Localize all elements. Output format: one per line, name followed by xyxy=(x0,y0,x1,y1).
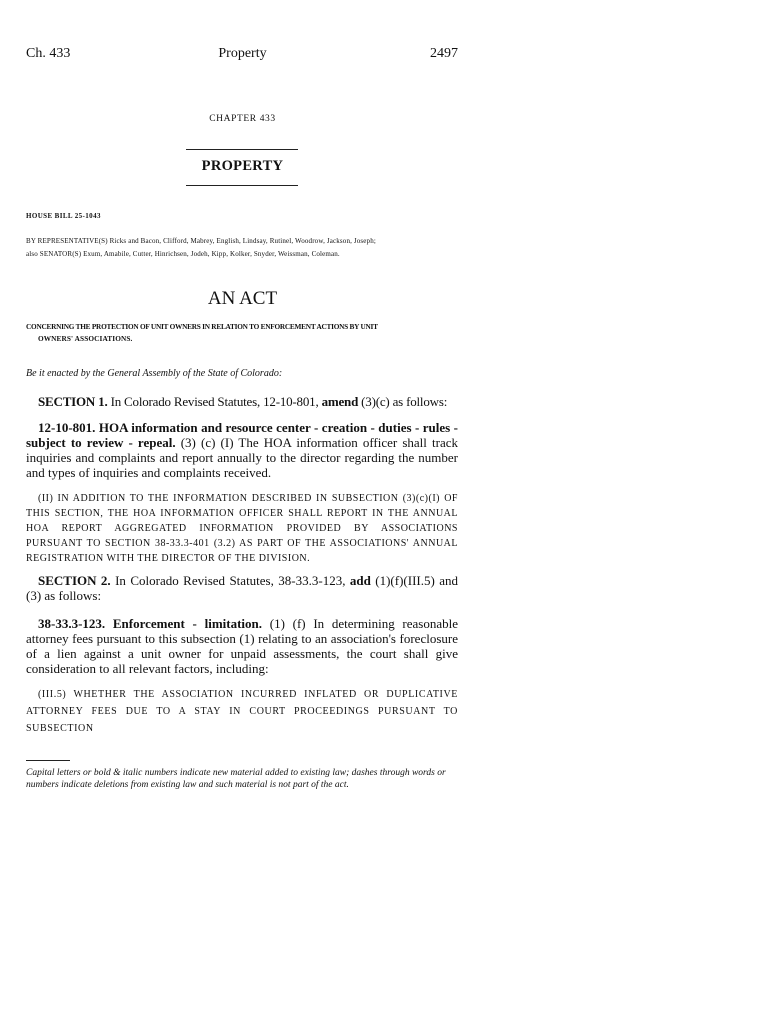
page-title: PROPERTY xyxy=(201,158,284,174)
section-1-action: amend xyxy=(321,394,359,409)
statute-38-33-3-123-heading: 38-33.3-123. Enforcement - limitation. xyxy=(38,616,263,631)
paragraph-ii-text: (II) IN ADDITION TO THE INFORMATION DESCRIBED IN SUBSECTION (3)(c)(I) OF THIS SECTION, THE HOA INFORMATION OFFICER SHALL REPORT IN THE ANNUAL HOA REPORT AGGREGATED INFORMATION PROVIDED BY ASSOCIATIONS PURSUANT TO SECTION 38-33.3-401 (3.2) AS PART OF THE ASSOCIATIONS' ANNUAL REGISTRATION WITH THE DIRECTOR OF THE DIVISION. xyxy=(26,493,458,564)
section-2-rest: (1)(f)(III.5) and (3) as follows: xyxy=(26,573,458,603)
bill-number: HOUSE BILL 25-1043 xyxy=(26,212,101,220)
section-2-text: In Colorado Revised Statutes, 38-33.3-123, xyxy=(110,573,350,588)
chapter-label: CHAPTER 433 xyxy=(209,114,276,124)
title-rule-top xyxy=(186,149,298,150)
act-heading: AN ACT xyxy=(207,288,278,309)
statute-38-33-3-123-text: (1) (f) In determining reasonable attorney fees pursuant to this subsection (1) relating to an association's foreclosure of a lien against a unit owner for unpaid assessments, the court shall give consideration to all relevant factors, including: xyxy=(26,616,458,676)
new-material-paragraph-iii5 xyxy=(26,686,458,737)
sponsors-senators: also SENATOR(S) Exum, Amabile, Cutter, Hinrichsen, Jodeh, Kipp, Kolker, Snyder, Weissman, Coleman. xyxy=(26,250,340,258)
statute-12-10-801-heading: 12-10-801. HOA information and resource center - creation - duties - rules - subject to review - repeal. xyxy=(26,420,458,450)
running-title: Property xyxy=(218,46,267,61)
enacting-clause: Be it enacted by the General Assembly of the State of Colorado: xyxy=(26,368,283,379)
sponsors-representatives: BY REPRESENTATIVE(S) Ricks and Bacon, Clifford, Mabrey, English, Lindsay, Rutinel, Woodrow, Jackson, Joseph; xyxy=(26,237,376,245)
section-1-rest: (3)(c) as follows: xyxy=(358,394,448,409)
concerning-clause-line1: CONCERNING THE PROTECTION OF UNIT OWNERS IN RELATION TO ENFORCEMENT ACTIONS BY UNIT xyxy=(26,322,378,331)
concerning-clause-line2: OWNERS' ASSOCIATIONS. xyxy=(38,334,133,343)
footnote: Capital letters or bold & italic numbers indicate new material added to existing law; dashes through words or numbers indicate deletions from existing law and such material is not part of the act. xyxy=(26,768,446,790)
section-2-label: SECTION 2. xyxy=(38,573,111,588)
statute-12-10-801 xyxy=(26,420,458,480)
footnote-rule xyxy=(26,760,70,761)
chapter-reference: Ch. 433 xyxy=(26,46,71,61)
section-1-label: SECTION 1. xyxy=(38,394,108,409)
section-1-text: In Colorado Revised Statutes, 12-10-801, xyxy=(107,394,322,409)
new-material-paragraph-ii xyxy=(26,491,458,566)
section-2-action: add xyxy=(349,573,371,588)
page-number: 2497 xyxy=(430,46,458,61)
section-1 xyxy=(26,394,458,409)
paragraph-iii5-text: (III.5) WHETHER THE ASSOCIATION INCURRED INFLATED OR DUPLICATIVE ATTORNEY FEES DUE TO A STAY IN COURT PROCEEDINGS PURSUANT TO SUBSECTION xyxy=(26,689,458,734)
statute-12-10-801-text: (3) (c) (I) The HOA information officer shall track inquiries and complaints and report annually to the director regarding the number and types of inquiries and complaints received. xyxy=(26,435,459,480)
statute-38-33-3-123 xyxy=(26,616,458,676)
section-2 xyxy=(26,573,458,603)
title-rule-bottom xyxy=(186,185,298,186)
